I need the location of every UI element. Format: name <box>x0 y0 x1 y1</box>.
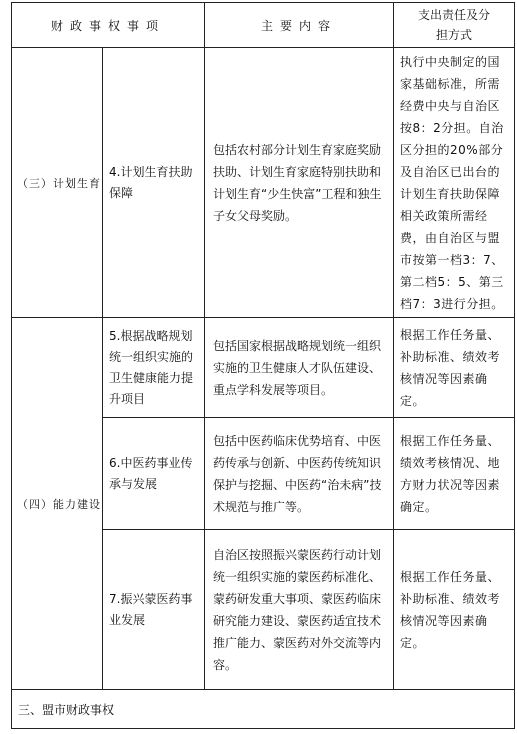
header-row <box>12 3 515 48</box>
header-responsibility-text: 支出责任及分担方式 <box>418 8 491 42</box>
content-cell: 自治区按照振兴蒙医药行动计划统一组织实施的蒙医药标准化、蒙药研发重大事项、蒙医药临床研究能力建设、蒙医药适宜技术推广能力、蒙医药对外交流等内容。 <box>205 530 394 690</box>
responsibility-cell: 根据工作任务量、补助标准、绩效考核情况等因素确定。 <box>394 318 515 418</box>
item-cell: 5.根据战略规划统一组织实施的卫生健康能力提升项目 <box>103 318 205 418</box>
fiscal-responsibility-table <box>11 2 515 729</box>
item-cell: 7.振兴蒙医药事业发展 <box>103 530 205 690</box>
content-cell: 包括中医药临床优势培育、中医药传承与创新、中医药传统知识保护与挖掘、中医药“治未病”技术规范与推广等。 <box>205 418 394 530</box>
header-matter: 财政事权事项 <box>12 3 205 48</box>
responsibility-cell: 根据工作任务量、绩效考核情况、地方财力状况等因素确定。 <box>394 418 515 530</box>
footer-row <box>12 690 515 729</box>
table-row <box>12 318 515 418</box>
table-row <box>12 48 515 318</box>
header-responsibility <box>394 3 515 48</box>
content-cell: 包括农村部分计划生育家庭奖励扶助、计划生育家庭特别扶助和计划生育“少生快富”工程和独生子女父母奖励。 <box>205 48 394 318</box>
responsibility-cell: 执行中央制定的国家基础标准，所需经费中央与自治区按8：2分担。自治区分担的20%部分及自治区已出台的计划生育扶助保障相关政策所需经费，由自治区与盟市按第一档3：7、第二档5：5、第三档7：3进行分担。 <box>394 48 515 318</box>
item-cell: 4.计划生育扶助保障 <box>103 48 205 318</box>
header-content: 主要内容 <box>205 3 394 48</box>
item-cell: 6.中医药事业传承与发展 <box>103 418 205 530</box>
category-cell: （三）计划生育 <box>12 48 103 318</box>
category-cell: （四）能力建设 <box>12 318 103 690</box>
section-heading: 三、盟市财政事权 <box>12 690 515 729</box>
content-cell: 包括国家根据战略规划统一组织实施的卫生健康人才队伍建设、重点学科发展等项目。 <box>205 318 394 418</box>
responsibility-cell: 根据工作任务量、补助标准、绩效考核情况等因素确定。 <box>394 530 515 690</box>
